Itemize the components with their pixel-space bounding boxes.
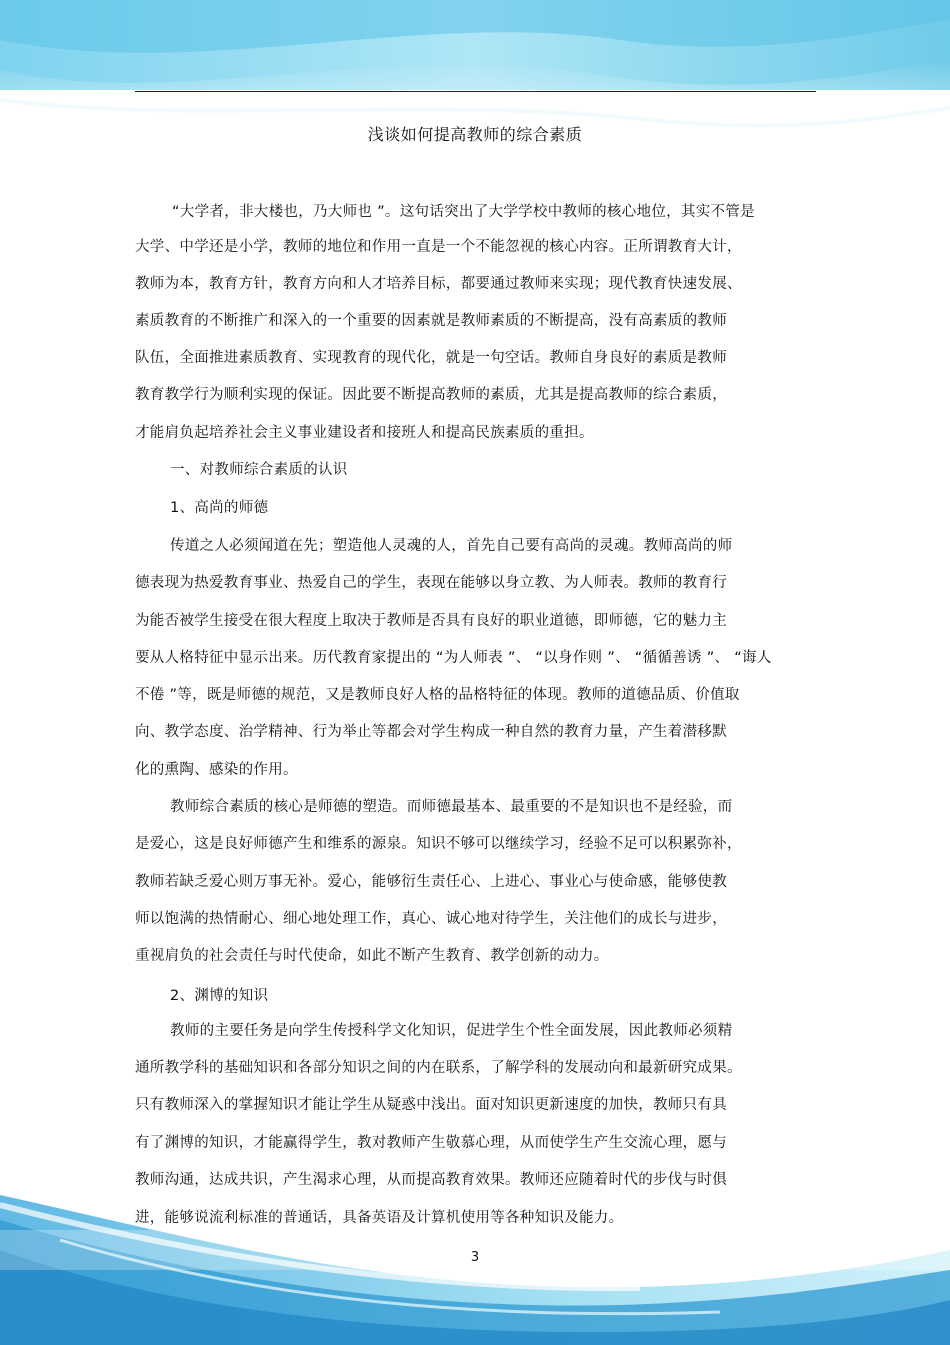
text-line: 有了渊博的知识，才能赢得学生，教对教师产生敬慕心理，从而使学生产生交流心理，愿与 [135, 1135, 727, 1151]
text-line: 才能肩负起培养社会主义事业建设者和接班人和提高民族素质的重担。 [135, 425, 594, 441]
text-line: 教育教学行为顺利实现的保证。因此要不断提高教师的素质，尤其是提高教师的综合素质， [135, 387, 727, 403]
text-line: 教师若缺乏爱心则万事无补。爱心，能够衍生责任心、上进心、事业心与使命感，能够使教 [135, 874, 727, 890]
text-line: 是爱心，这是良好师德产生和维系的源泉。知识不够可以继续学习，经验不足可以积累弥补， [135, 836, 742, 852]
text-line: 向、教学态度、治学精神、行为举止等都会对学生构成一种自然的教育力量，产生着潜移默 [135, 724, 727, 740]
text-line: 只有教师深入的掌握知识才能让学生从疑惑中浅出。面对知识更新速度的加快，教师只有具 [135, 1097, 727, 1113]
subsection-heading: 2、渊博的知识 [170, 988, 269, 1004]
text-line: 教师的主要任务是向学生传授科学文化知识，促进学生个性全面发展，因此教师必须精 [170, 1023, 733, 1039]
text-line: 教师为本，教育方针，教育方向和人才培养目标，都要通过教师来实现；现代教育快速发展、 [135, 276, 742, 292]
text-line: 要从人格特征中显示出来。历代教育家提出的 “为人师表 ”、 “以身作则 ”、 “循循善诱 ”、 “诲人 [135, 650, 772, 666]
text-line: 进，能够说流利标准的普通话，具备英语及计算机使用等各种知识及能力。 [135, 1210, 624, 1226]
text-line: 化的熏陶、感染的作用。 [135, 762, 298, 778]
text-line: 师以饱满的热情耐心、细心地处理工作，真心、诚心地对待学生，关注他们的成长与进步， [135, 911, 727, 927]
text-line: 大学、中学还是小学，教师的地位和作用一直是一个不能忽视的核心内容。正所谓教育大计， [135, 239, 742, 255]
text-line: 教师综合素质的核心是师德的塑造。而师德最基本、最重要的不是知识也不是经验，而 [170, 799, 733, 815]
section-heading: 一、对教师综合素质的认识 [170, 462, 348, 478]
document-title: 浅谈如何提高教师的综合素质 [367, 125, 583, 144]
text-line: 通所教学科的基础知识和各部分知识之间的内在联系，了解学科的发展动向和最新研究成果。 [135, 1060, 742, 1076]
text-line: “大学者，非大楼也，乃大师也 ”。这句话突出了大学学校中教师的核心地位，其实不管是 [172, 204, 755, 220]
text-line: 重视肩负的社会责任与时代使命，如此不断产生教育、教学创新的动力。 [135, 948, 609, 964]
text-line: 不倦 ”等，既是师德的规范，又是教师良好人格的品格特征的体现。教师的道德品质、价值取 [135, 687, 740, 703]
page-number: 3 [470, 1250, 480, 1265]
header-rule [135, 91, 816, 92]
text-line: 素质教育的不断推广和深入的一个重要的因素就是教师素质的不断提高，没有高素质的教师 [135, 313, 727, 329]
text-line: 传道之人必须闻道在先；塑造他人灵魂的人，首先自己要有高尚的灵魂。教师高尚的师 [170, 538, 733, 554]
text-line: 德表现为热爱教育事业、热爱自己的学生，表现在能够以身立教、为人师表。教师的教育行 [135, 575, 727, 591]
text-line: 队伍，全面推进素质教育、实现教育的现代化，就是一句空话。教师自身良好的素质是教师 [135, 350, 727, 366]
subsection-heading: 1、高尚的师德 [170, 500, 269, 516]
text-line: 为能否被学生接受在很大程度上取决于教师是否具有良好的职业道德，即师德，它的魅力主 [135, 613, 727, 629]
text-line: 教师沟通，达成共识，产生渴求心理，从而提高教育效果。教师还应随着时代的步伐与时俱 [135, 1172, 727, 1188]
